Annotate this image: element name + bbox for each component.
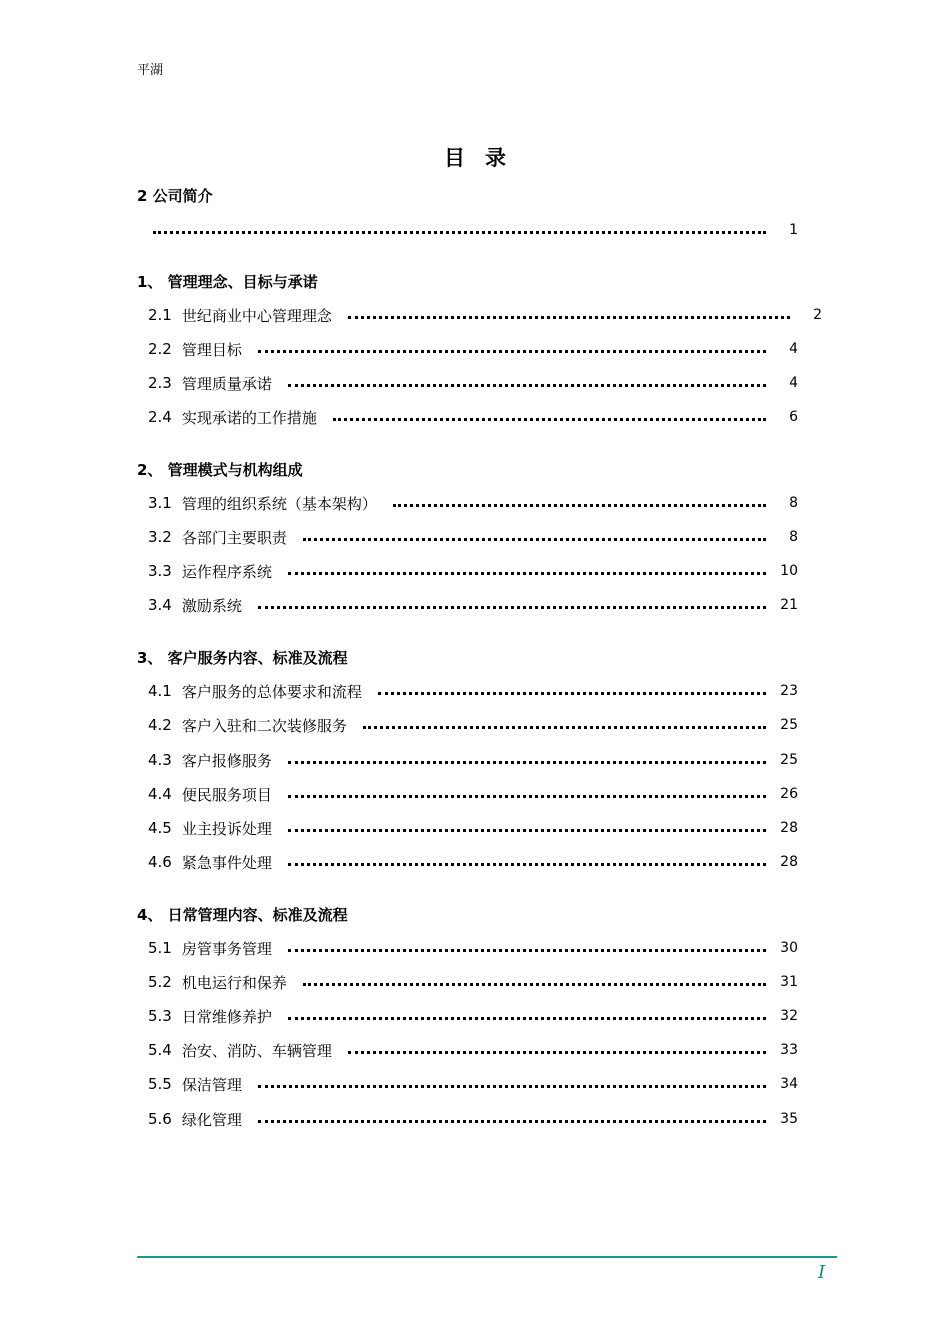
- toc-page-number: 35: [780, 1111, 798, 1127]
- dot-leader: [303, 538, 766, 541]
- toc-entry-3-2[interactable]: [148, 527, 798, 547]
- toc-page-number: 1: [789, 222, 798, 238]
- toc-entry-number: 4.3: [148, 751, 172, 769]
- toc-entry-number: 5.3: [148, 1007, 172, 1025]
- toc-entry-number: 4.4: [148, 785, 172, 803]
- toc-entry-number: 2.2: [148, 340, 172, 358]
- footer-page-number: I: [818, 1262, 826, 1283]
- toc-intro-leader-row[interactable]: [137, 220, 798, 240]
- toc-entry-number: 4.5: [148, 819, 172, 837]
- toc-section-heading-4[interactable]: 4、 日常管理内容、标准及流程: [137, 905, 348, 924]
- toc-entry-2-1[interactable]: [148, 305, 822, 325]
- dot-leader: [288, 384, 766, 387]
- toc-entry-number: 5.1: [148, 939, 172, 957]
- toc-intro-heading[interactable]: 2 公司简介: [137, 186, 213, 205]
- toc-page-number: 30: [780, 940, 798, 956]
- dot-leader: [258, 1120, 766, 1123]
- toc-entry-5-6[interactable]: [148, 1109, 798, 1129]
- dot-leader: [153, 231, 766, 234]
- toc-section-heading-1[interactable]: 1、 管理理念、目标与承诺: [137, 272, 318, 291]
- dot-leader: [288, 1017, 766, 1020]
- toc-entry-number: 5.5: [148, 1075, 172, 1093]
- toc-entry-2-3[interactable]: [148, 373, 798, 393]
- toc-entry-text: 便民服务项目: [181, 785, 272, 804]
- toc-entry-text: 业主投诉处理: [181, 819, 272, 838]
- toc-entry-text: 管理目标: [181, 340, 242, 359]
- toc-page-number: 34: [780, 1076, 798, 1092]
- toc-entry-number: 3.4: [148, 596, 172, 614]
- toc-entry-text: 激励系统: [181, 596, 242, 615]
- toc-entry-text: 各部门主要职责: [181, 528, 287, 547]
- toc-entry-text: 客户服务的总体要求和流程: [181, 682, 362, 701]
- toc-entry-number: 2.1: [148, 306, 172, 324]
- toc-entry-text: 保洁管理: [181, 1075, 242, 1094]
- dot-leader: [393, 504, 766, 507]
- toc-page-number: 31: [780, 974, 798, 990]
- toc-entry-text: 客户报修服务: [181, 751, 272, 770]
- dot-leader: [288, 572, 766, 575]
- running-header: 平湖: [137, 63, 164, 78]
- toc-entry-number: 4.2: [148, 716, 172, 734]
- dot-leader: [333, 418, 766, 421]
- toc-entry-text: 治安、消防、车辆管理: [181, 1041, 332, 1060]
- toc-entry-text: 运作程序系统: [181, 562, 272, 581]
- toc-page-number: 26: [780, 786, 798, 802]
- toc-page-number: 4: [789, 341, 798, 357]
- toc-entry-number: 5.2: [148, 973, 172, 991]
- dot-leader: [258, 1085, 766, 1088]
- toc-entry-text: 房管事务管理: [181, 939, 272, 958]
- dot-leader: [258, 350, 766, 353]
- toc-page-number: 28: [780, 854, 798, 870]
- toc-entry-text: 管理质量承诺: [181, 374, 272, 393]
- toc-entry-number: 4.1: [148, 682, 172, 700]
- toc-entry-number: 2.3: [148, 374, 172, 392]
- toc-page-number: 23: [780, 683, 798, 699]
- toc-entry-text: 管理的组织系统（基本架构）: [181, 494, 377, 513]
- toc-entry-number: 3.1: [148, 494, 172, 512]
- toc-entry-3-3[interactable]: [148, 561, 798, 581]
- toc-entry-4-4[interactable]: [148, 784, 798, 804]
- toc-entry-text: 客户入驻和二次装修服务: [181, 716, 347, 735]
- toc-title: 目录: [444, 146, 526, 170]
- toc-entry-2-2[interactable]: [148, 339, 798, 359]
- toc-entry-3-1[interactable]: [148, 493, 798, 513]
- toc-entry-number: 4.6: [148, 853, 172, 871]
- footer-rule: [137, 1256, 837, 1258]
- dot-leader: [288, 949, 766, 952]
- toc-section-heading-2[interactable]: 2、 管理模式与机构组成: [137, 460, 303, 479]
- toc-entry-number: 3.2: [148, 528, 172, 546]
- toc-entry-5-3[interactable]: [148, 1006, 798, 1026]
- toc-page-number: 25: [780, 717, 798, 733]
- toc-entry-2-4[interactable]: [148, 407, 798, 427]
- toc-page-number: 2: [813, 307, 822, 323]
- toc-entry-text: 日常维修养护: [181, 1007, 272, 1026]
- toc-entry-3-4[interactable]: [148, 595, 798, 615]
- dot-leader: [288, 761, 766, 764]
- toc-page-number: 8: [789, 529, 798, 545]
- toc-page-number: 32: [780, 1008, 798, 1024]
- toc-entry-number: 2.4: [148, 408, 172, 426]
- toc-entry-4-1[interactable]: [148, 681, 798, 701]
- toc-page-number: 28: [780, 820, 798, 836]
- dot-leader: [348, 316, 790, 319]
- toc-entry-number: 5.6: [148, 1110, 172, 1128]
- dot-leader: [348, 1051, 766, 1054]
- toc-entry-text: 紧急事件处理: [181, 853, 272, 872]
- dot-leader: [303, 983, 766, 986]
- toc-entry-4-3[interactable]: [148, 750, 798, 770]
- toc-page-number: 33: [780, 1042, 798, 1058]
- toc-entry-5-5[interactable]: [148, 1074, 798, 1094]
- toc-entry-5-1[interactable]: [148, 938, 798, 958]
- toc-section-heading-3[interactable]: 3、 客户服务内容、标准及流程: [137, 648, 348, 667]
- toc-entry-4-5[interactable]: [148, 818, 798, 838]
- dot-leader: [288, 795, 766, 798]
- toc-entry-5-2[interactable]: [148, 972, 798, 992]
- toc-page-number: 10: [780, 563, 798, 579]
- toc-page-number: 4: [789, 375, 798, 391]
- toc-page-number: 21: [780, 597, 798, 613]
- toc-entry-text: 实现承诺的工作措施: [181, 408, 317, 427]
- toc-page-number: 25: [780, 752, 798, 768]
- toc-entry-number: 3.3: [148, 562, 172, 580]
- dot-leader: [288, 863, 766, 866]
- toc-entry-text: 世纪商业中心管理理念: [181, 306, 332, 325]
- toc-entry-4-2[interactable]: [148, 715, 798, 735]
- toc-entry-text: 绿化管理: [181, 1110, 242, 1129]
- dot-leader: [288, 829, 766, 832]
- toc-entry-5-4[interactable]: [148, 1040, 798, 1060]
- dot-leader: [363, 726, 766, 729]
- toc-entry-4-6[interactable]: [148, 852, 798, 872]
- toc-entry-text: 机电运行和保养: [181, 973, 287, 992]
- toc-entry-number: 5.4: [148, 1041, 172, 1059]
- dot-leader: [378, 692, 766, 695]
- toc-page-number: 8: [789, 495, 798, 511]
- toc-page-number: 6: [789, 409, 798, 425]
- dot-leader: [258, 606, 766, 609]
